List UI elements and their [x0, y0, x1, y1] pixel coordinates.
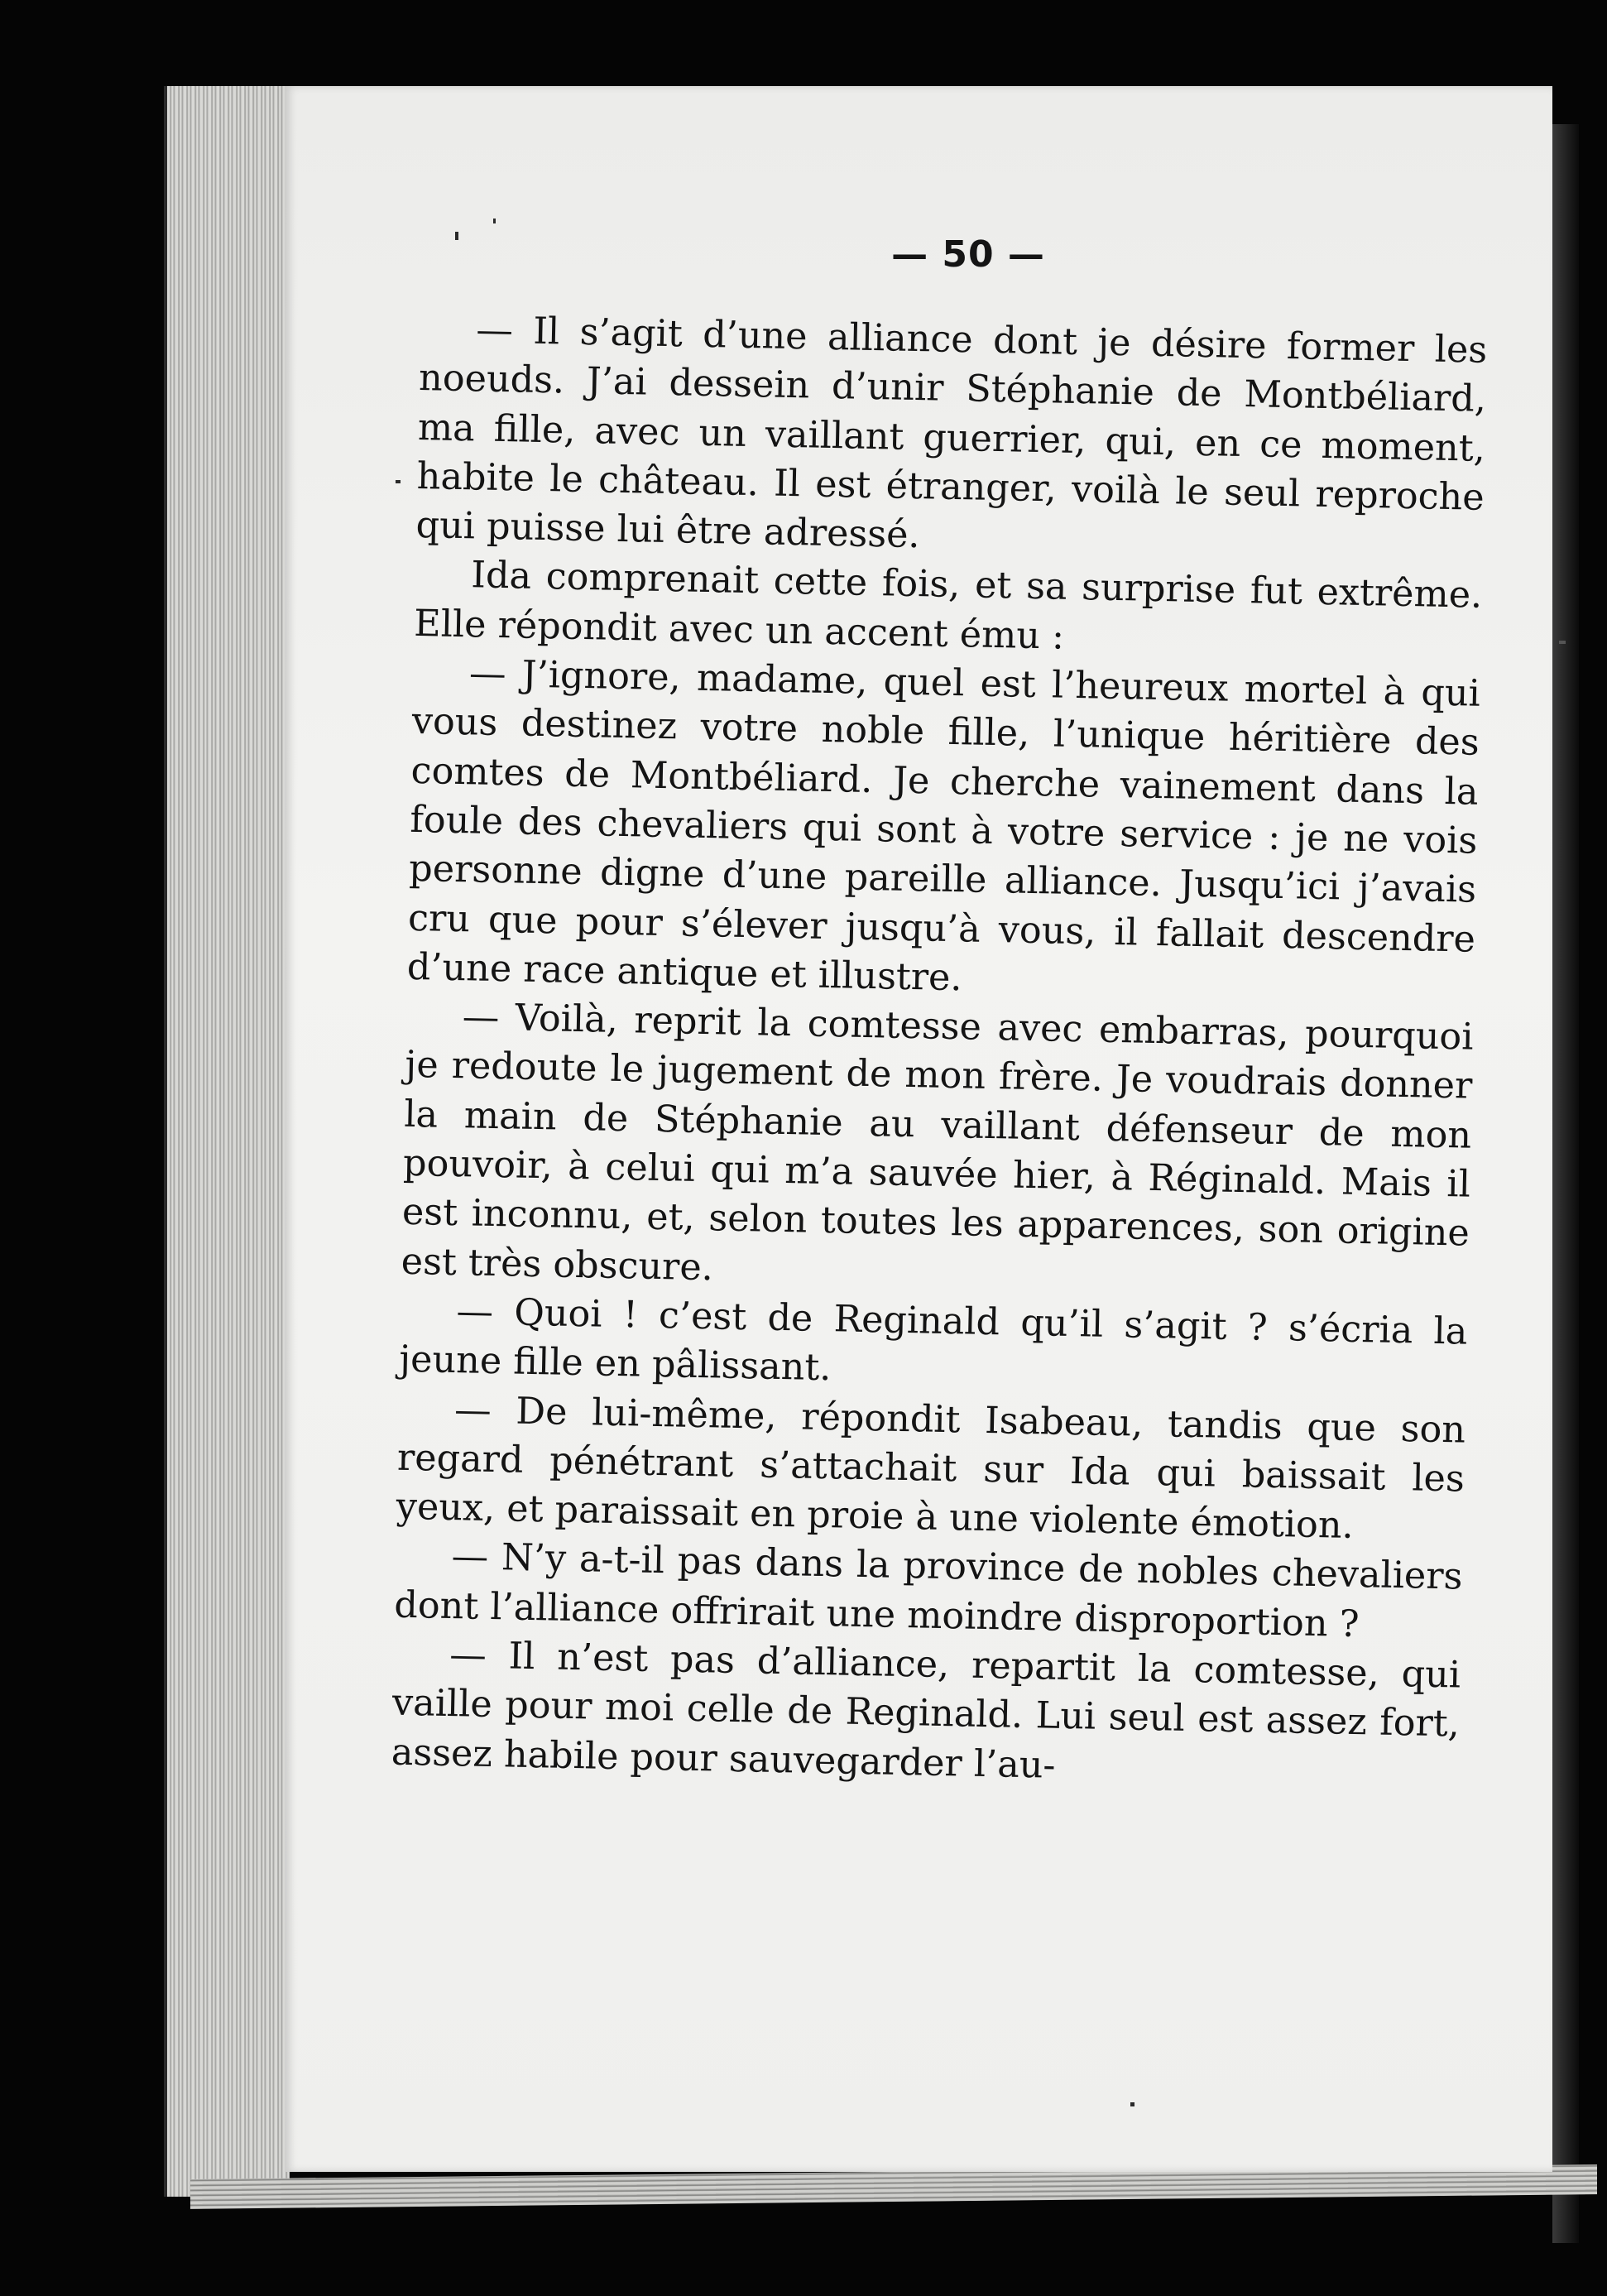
ink-speck [455, 232, 458, 240]
paragraph: — Voilà, reprit la comtesse avec embarras, pourquoi je redoute le jugement de mon frère. Je voudrais donner la main de Stéphanie au vaillant défenseur de mon pouvoir, à celui qui m’a sauvée hier, à Réginald. Mais il est inconnu, et, selon toutes les apparences, son origine est très obscure. [401, 996, 1474, 1289]
paragraph: Ida comprenait cette fois, et sa surprise fut extrême. Elle répondit avec un accent ému : [413, 554, 1483, 658]
page-number: — 50 — [891, 233, 1045, 276]
paragraph: — J’ignore, madame, quel est l’heureux mortel à qui vous destinez votre noble fille, l’unique héritière des comtes de Montbéliard. Je cherche vainement dans la foule des chevaliers qui sont à votre service : je ne vois personne digne d’une pareille alliance. Jusqu’ici j’avais cru que pour s’élever jusqu’à vous, il fallait descendre d’une race antique et illustre. [406, 652, 1481, 1000]
paragraph: — De lui-même, répondit Isabeau, tandis que son regard pénétrant s’attachait sur Ida qui baissait les yeux, et paraissait en proie à une violente émotion. [396, 1388, 1466, 1548]
page-shadow [1552, 124, 1579, 2243]
paragraph: — Il n’est pas d’alliance, repartit la comtesse, qui vaille pour moi celle de Reginald. Lui seul est assez fort, assez habile pour sauvegarder l’au- [391, 1634, 1461, 1787]
paragraph: — Il s’agit d’une alliance dont je désire former les noeuds. J’ai dessein d’unir Stéphanie de Montbéliard, ma fille, avec un vaillant guerrier, qui, en ce moment, habite le château. Il est étranger, voilà le seul reproche qui puisse lui être adressé. [415, 309, 1488, 557]
ink-speck [396, 480, 401, 483]
paragraph: — N’y a-t-il pas dans la province de nobles chevaliers dont l’alliance offrirait une moindre disproportion ? [393, 1535, 1463, 1645]
ink-speck [1130, 2102, 1134, 2106]
page-edges [164, 86, 290, 2197]
paragraph: — Quoi ! c’est de Reginald qu’il s’agit ? s’écria la jeune fille en pâlissant. [398, 1290, 1468, 1390]
ink-speck [493, 219, 496, 223]
ink-speck [1559, 641, 1566, 644]
body-text [391, 305, 1487, 1798]
